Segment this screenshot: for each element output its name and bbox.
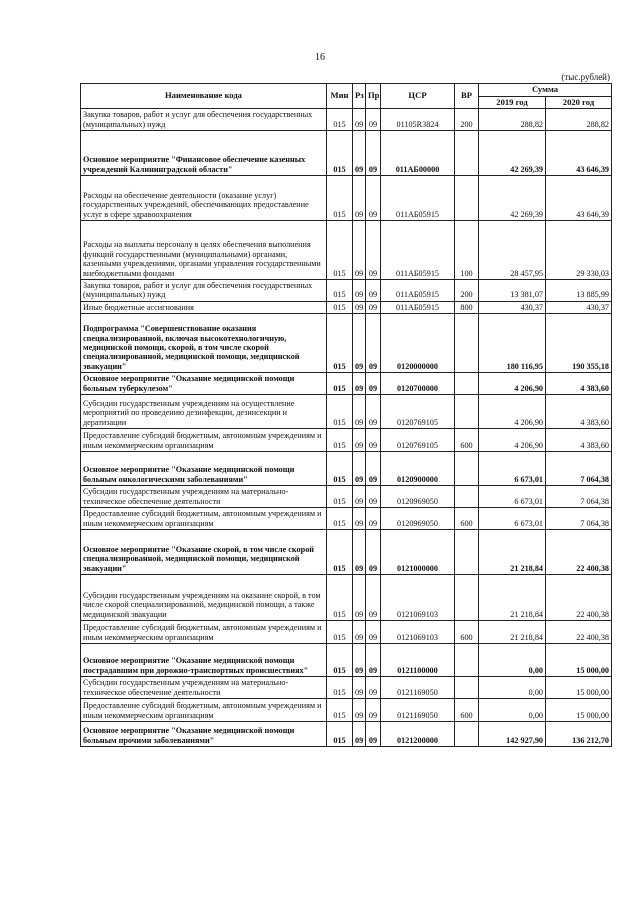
cell-csr: 0120969050	[381, 508, 455, 530]
cell-rz: 09	[353, 280, 366, 302]
cell-rz: 09	[353, 486, 366, 508]
table-row	[81, 486, 612, 508]
cell-v2020: 7 064,38	[546, 486, 612, 508]
cell-name: Основное мероприятие "Оказание медицинской помощи больным прочими заболеваниями"	[81, 722, 327, 747]
cell-vr: 100	[455, 221, 479, 280]
cell-pr: 09	[366, 395, 381, 429]
cell-v2020: 15 000,00	[546, 677, 612, 699]
header-2019: 2019 год	[479, 96, 546, 109]
cell-v2019: 288,82	[479, 109, 546, 131]
table-row	[81, 395, 612, 429]
cell-name: Субсидии государственным учреждениям на оказание скорой, в том числе скорой специализированной, медицинской помощи, а также медицинской эвакуации	[81, 575, 327, 621]
cell-pr: 09	[366, 373, 381, 395]
cell-rz: 09	[353, 176, 366, 221]
cell-rz: 09	[353, 221, 366, 280]
cell-vr: 200	[455, 109, 479, 131]
cell-rz: 09	[353, 109, 366, 131]
cell-name: Предоставление субсидий бюджетным, автономным учреждениям и иным некоммерческим организациям	[81, 508, 327, 530]
cell-min: 015	[327, 530, 353, 575]
cell-csr: 0120700000	[381, 373, 455, 395]
cell-min: 015	[327, 373, 353, 395]
cell-v2019: 13 381,07	[479, 280, 546, 302]
cell-csr: 0121000000	[381, 530, 455, 575]
page-number: 16	[315, 52, 325, 63]
cell-v2020: 288,82	[546, 109, 612, 131]
cell-v2019: 4 206,90	[479, 429, 546, 452]
cell-vr	[455, 452, 479, 486]
cell-vr: 200	[455, 280, 479, 302]
cell-csr: 0121200000	[381, 722, 455, 747]
cell-v2019: 42 269,39	[479, 176, 546, 221]
cell-min: 015	[327, 176, 353, 221]
cell-v2020: 4 383,60	[546, 395, 612, 429]
cell-min: 015	[327, 221, 353, 280]
table-row	[81, 621, 612, 644]
cell-v2020: 29 330,03	[546, 221, 612, 280]
cell-vr	[455, 314, 479, 373]
cell-pr: 09	[366, 176, 381, 221]
cell-pr: 09	[366, 621, 381, 644]
cell-v2019: 21 218,84	[479, 530, 546, 575]
cell-v2019: 21 218,84	[479, 621, 546, 644]
cell-name: Субсидии государственным учреждениям на материально-техническое обеспечение деятельности	[81, 677, 327, 699]
cell-min: 015	[327, 131, 353, 176]
cell-pr: 09	[366, 131, 381, 176]
table-row	[81, 452, 612, 486]
cell-name: Подпрограмма "Совершенствование оказания специализированной, включая высокотехнологичную, медицинской помощи, скорой, в том числе скорой специализированной, медицинской помощи, медицинской эвакуации"	[81, 314, 327, 373]
cell-v2019: 6 673,01	[479, 486, 546, 508]
cell-v2020: 4 383,60	[546, 429, 612, 452]
cell-name: Иные бюджетные ассигнования	[81, 301, 327, 313]
table-row	[81, 530, 612, 575]
cell-min: 015	[327, 314, 353, 373]
cell-v2020: 22 400,38	[546, 621, 612, 644]
cell-vr	[455, 722, 479, 747]
cell-csr: 0120900000	[381, 452, 455, 486]
cell-v2019: 6 673,01	[479, 452, 546, 486]
cell-min: 015	[327, 280, 353, 302]
header-name: Наименование кода	[81, 84, 327, 109]
cell-vr: 600	[455, 699, 479, 722]
cell-name: Предоставление субсидий бюджетным, автономным учреждениям и иным некоммерческим организациям	[81, 429, 327, 452]
table-row	[81, 373, 612, 395]
cell-rz: 09	[353, 575, 366, 621]
cell-csr: 011АБ05915	[381, 301, 455, 313]
cell-name: Основное мероприятие "Оказание медицинской помощи больным онкологическими заболеваниями"	[81, 452, 327, 486]
cell-rz: 09	[353, 699, 366, 722]
header-2020: 2020 год	[546, 96, 612, 109]
cell-rz: 09	[353, 621, 366, 644]
cell-pr: 09	[366, 677, 381, 699]
cell-csr: 0121100000	[381, 644, 455, 677]
cell-pr: 09	[366, 280, 381, 302]
cell-v2020: 13 885,99	[546, 280, 612, 302]
cell-csr: 0120969050	[381, 486, 455, 508]
cell-name: Предоставление субсидий бюджетным, автономным учреждениям и иным некоммерческим организациям	[81, 699, 327, 722]
cell-rz: 09	[353, 131, 366, 176]
cell-csr: 0121069103	[381, 621, 455, 644]
cell-pr: 09	[366, 508, 381, 530]
cell-v2019: 4 206,90	[479, 373, 546, 395]
table-row	[81, 280, 612, 302]
cell-pr: 09	[366, 486, 381, 508]
cell-v2020: 43 646,39	[546, 176, 612, 221]
budget-table	[80, 83, 612, 747]
cell-v2020: 22 400,38	[546, 530, 612, 575]
cell-pr: 09	[366, 429, 381, 452]
cell-vr	[455, 575, 479, 621]
cell-min: 015	[327, 699, 353, 722]
cell-name: Предоставление субсидий бюджетным, автономным учреждениям и иным некоммерческим организациям	[81, 621, 327, 644]
cell-min: 015	[327, 677, 353, 699]
cell-v2020: 22 400,38	[546, 575, 612, 621]
cell-v2019: 142 927,90	[479, 722, 546, 747]
cell-v2020: 43 646,39	[546, 131, 612, 176]
cell-min: 015	[327, 486, 353, 508]
cell-min: 015	[327, 452, 353, 486]
header-rz: Рз	[353, 84, 366, 109]
cell-rz: 09	[353, 373, 366, 395]
cell-vr: 600	[455, 508, 479, 530]
cell-name: Субсидии государственным учреждениям на осуществление мероприятий по проведению дезинфекции, дезинсекции и дератизации	[81, 395, 327, 429]
cell-vr	[455, 677, 479, 699]
table-row	[81, 699, 612, 722]
cell-min: 015	[327, 621, 353, 644]
cell-pr: 09	[366, 644, 381, 677]
cell-v2020: 430,37	[546, 301, 612, 313]
cell-rz: 09	[353, 677, 366, 699]
cell-name: Основное мероприятие "Финансовое обеспечение казенных учреждений Калининградской области"	[81, 131, 327, 176]
cell-rz: 09	[353, 644, 366, 677]
cell-v2019: 180 116,95	[479, 314, 546, 373]
header-pr: Пр	[366, 84, 381, 109]
cell-name: Основное мероприятие "Оказание медицинской помощи больным туберкулезом"	[81, 373, 327, 395]
table-row	[81, 221, 612, 280]
cell-vr	[455, 530, 479, 575]
cell-csr: 0121169050	[381, 699, 455, 722]
cell-min: 015	[327, 109, 353, 131]
table-row	[81, 644, 612, 677]
table-row	[81, 429, 612, 452]
cell-min: 015	[327, 575, 353, 621]
cell-rz: 09	[353, 429, 366, 452]
table-row	[81, 314, 612, 373]
cell-csr: 011АБ00000	[381, 131, 455, 176]
cell-vr	[455, 486, 479, 508]
header-csr: ЦСР	[381, 84, 455, 109]
cell-rz: 09	[353, 301, 366, 313]
cell-v2020: 190 355,18	[546, 314, 612, 373]
cell-v2019: 42 269,39	[479, 131, 546, 176]
cell-pr: 09	[366, 575, 381, 621]
cell-v2019: 0,00	[479, 677, 546, 699]
cell-name: Основное мероприятие "Оказание медицинской помощи пострадавшим при дорожно-транспортных происшествиях"	[81, 644, 327, 677]
header-vr: ВР	[455, 84, 479, 109]
cell-csr: 01105R3824	[381, 109, 455, 131]
table-row	[81, 176, 612, 221]
cell-v2020: 7 064,38	[546, 452, 612, 486]
header-min: Мин	[327, 84, 353, 109]
cell-v2019: 28 457,95	[479, 221, 546, 280]
cell-csr: 011АБ05915	[381, 280, 455, 302]
unit-note: (тыс.рублей)	[561, 72, 610, 82]
cell-pr: 09	[366, 314, 381, 373]
cell-min: 015	[327, 301, 353, 313]
cell-csr: 0121069103	[381, 575, 455, 621]
table-row	[81, 508, 612, 530]
cell-name: Закупка товаров, работ и услуг для обеспечения государственных (муниципальных) нужд	[81, 109, 327, 131]
table-row	[81, 109, 612, 131]
cell-name: Закупка товаров, работ и услуг для обеспечения государственных (муниципальных) нужд	[81, 280, 327, 302]
cell-csr: 0120769105	[381, 429, 455, 452]
table-row	[81, 575, 612, 621]
cell-pr: 09	[366, 452, 381, 486]
cell-vr	[455, 176, 479, 221]
cell-name: Основное мероприятие "Оказание скорой, в том числе скорой специализированной, медицинской помощи, медицинской эвакуации"	[81, 530, 327, 575]
cell-vr	[455, 644, 479, 677]
cell-rz: 09	[353, 395, 366, 429]
cell-rz: 09	[353, 452, 366, 486]
cell-rz: 09	[353, 530, 366, 575]
cell-v2020: 4 383,60	[546, 373, 612, 395]
cell-min: 015	[327, 722, 353, 747]
cell-v2019: 430,37	[479, 301, 546, 313]
cell-csr: 011АБ05915	[381, 176, 455, 221]
cell-name: Расходы на выплаты персоналу в целях обеспечения выполнения функций государственными (муниципальными) органами, казенными учреждениями, органами управления государственными внебюджетными фондами	[81, 221, 327, 280]
cell-csr: 0121169050	[381, 677, 455, 699]
cell-min: 015	[327, 429, 353, 452]
cell-v2019: 6 673,01	[479, 508, 546, 530]
cell-min: 015	[327, 508, 353, 530]
table-row	[81, 677, 612, 699]
cell-csr: 0120000000	[381, 314, 455, 373]
cell-vr: 600	[455, 429, 479, 452]
cell-v2019: 0,00	[479, 644, 546, 677]
cell-name: Расходы на обеспечение деятельности (оказание услуг) государственных учреждений, обеспечивающих предоставление услуг в сфере здравоохранения	[81, 176, 327, 221]
cell-pr: 09	[366, 722, 381, 747]
table-row	[81, 131, 612, 176]
cell-min: 015	[327, 395, 353, 429]
cell-v2020: 7 064,38	[546, 508, 612, 530]
cell-v2020: 15 000,00	[546, 644, 612, 677]
cell-v2020: 15 000,00	[546, 699, 612, 722]
cell-min: 015	[327, 644, 353, 677]
cell-vr	[455, 373, 479, 395]
cell-pr: 09	[366, 530, 381, 575]
cell-pr: 09	[366, 301, 381, 313]
cell-v2020: 136 212,70	[546, 722, 612, 747]
cell-v2019: 0,00	[479, 699, 546, 722]
header-sum: Сумма	[479, 84, 612, 97]
cell-vr: 800	[455, 301, 479, 313]
cell-vr	[455, 131, 479, 176]
cell-v2019: 21 218,84	[479, 575, 546, 621]
cell-rz: 09	[353, 722, 366, 747]
cell-name: Субсидии государственным учреждениям на материально-техническое обеспечение деятельности	[81, 486, 327, 508]
cell-pr: 09	[366, 699, 381, 722]
cell-v2019: 4 206,90	[479, 395, 546, 429]
cell-csr: 011АБ05915	[381, 221, 455, 280]
cell-pr: 09	[366, 221, 381, 280]
cell-pr: 09	[366, 109, 381, 131]
cell-csr: 0120769105	[381, 395, 455, 429]
cell-rz: 09	[353, 314, 366, 373]
cell-vr	[455, 395, 479, 429]
cell-rz: 09	[353, 508, 366, 530]
table-row	[81, 722, 612, 747]
cell-vr: 600	[455, 621, 479, 644]
table-row	[81, 301, 612, 313]
